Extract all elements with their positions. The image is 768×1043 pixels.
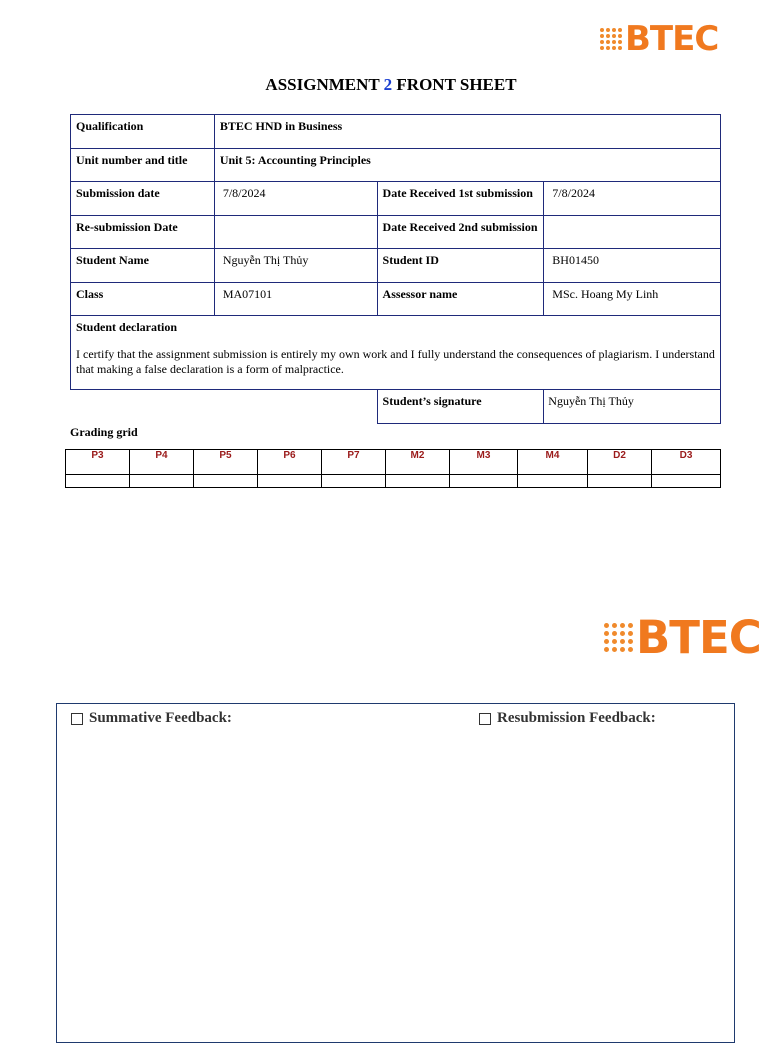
unit-value: Unit 5: Accounting Principles xyxy=(214,148,720,182)
logo-dots-icon xyxy=(600,28,622,50)
grade-result-cell xyxy=(588,475,652,488)
title-prefix: ASSIGNMENT xyxy=(265,75,380,94)
grade-cell-d3: D3 xyxy=(652,450,721,475)
date-received-1st-value: 7/8/2024 xyxy=(544,182,721,216)
feedback-box xyxy=(56,703,735,1043)
row-qualification xyxy=(71,115,721,149)
date-received-2nd-value xyxy=(544,215,721,249)
grade-cell-p6: P6 xyxy=(258,450,322,475)
declaration-title: Student declaration xyxy=(76,320,178,334)
grade-cell-m3: M3 xyxy=(450,450,518,475)
grading-result-row xyxy=(66,475,721,488)
grade-cell-p5: P5 xyxy=(194,450,258,475)
signature-value: Nguyễn Thị Thủy xyxy=(544,390,721,424)
logo-text: BTEC xyxy=(625,19,719,59)
row-resubmission xyxy=(71,215,721,249)
declaration-text: I certify that the assignment submission is entirely my own work and I fully understand the consequences of plagiarism. I understand that making a false declaration is a form of malpractice. xyxy=(76,347,715,376)
grade-result-cell xyxy=(258,475,322,488)
assessor-label: Assessor name xyxy=(377,282,544,316)
summative-feedback xyxy=(71,710,232,727)
logo-text: BTEC xyxy=(636,611,761,664)
grade-result-cell xyxy=(66,475,130,488)
grade-result-cell xyxy=(518,475,588,488)
summative-feedback-checkbox[interactable] xyxy=(71,713,83,725)
row-class xyxy=(71,282,721,316)
resubmission-feedback xyxy=(479,710,656,727)
resubmission-feedback-label: Resubmission Feedback: xyxy=(497,710,656,726)
grade-cell-p7: P7 xyxy=(322,450,386,475)
student-name-label: Student Name xyxy=(71,249,215,283)
title-number: 2 xyxy=(383,75,393,94)
row-student xyxy=(71,249,721,283)
unit-label: Unit number and title xyxy=(71,148,215,182)
grade-result-cell xyxy=(386,475,450,488)
assessor-value: MSc. Hoang My Linh xyxy=(544,282,721,316)
row-signature xyxy=(71,390,721,424)
qualification-value: BTEC HND in Business xyxy=(214,115,720,149)
grade-result-cell xyxy=(322,475,386,488)
class-value: MA07101 xyxy=(214,282,377,316)
title-suffix: FRONT SHEET xyxy=(396,75,517,94)
class-label: Class xyxy=(71,282,215,316)
date-received-1st-label: Date Received 1st submission xyxy=(377,182,544,216)
student-name-value: Nguyễn Thị Thủy xyxy=(214,249,377,283)
grade-result-cell xyxy=(194,475,258,488)
grade-result-cell xyxy=(450,475,518,488)
grade-result-cell xyxy=(652,475,721,488)
submission-date-label: Submission date xyxy=(71,182,215,216)
grade-cell-m4: M4 xyxy=(518,450,588,475)
page-title xyxy=(0,75,768,95)
btec-logo xyxy=(600,19,719,59)
grading-grid-label: Grading grid xyxy=(70,425,138,439)
resubmission-feedback-checkbox[interactable] xyxy=(479,713,491,725)
front-sheet-table xyxy=(70,114,721,424)
row-unit xyxy=(71,148,721,182)
grade-cell-p3: P3 xyxy=(66,450,130,475)
row-submission xyxy=(71,182,721,216)
signature-spacer xyxy=(71,390,378,424)
logo-dots-icon xyxy=(604,623,633,652)
btec-logo-secondary xyxy=(604,611,761,664)
student-id-label: Student ID xyxy=(377,249,544,283)
grade-cell-p4: P4 xyxy=(130,450,194,475)
grading-header-row xyxy=(66,450,721,475)
grade-cell-d2: D2 xyxy=(588,450,652,475)
resubmission-date-label: Re-submission Date xyxy=(71,215,215,249)
row-declaration xyxy=(71,316,721,390)
grade-cell-m2: M2 xyxy=(386,450,450,475)
date-received-2nd-label: Date Received 2nd submission xyxy=(377,215,544,249)
summative-feedback-label: Summative Feedback: xyxy=(89,710,232,726)
resubmission-date-value xyxy=(214,215,377,249)
declaration-cell xyxy=(71,316,721,390)
grade-result-cell xyxy=(130,475,194,488)
submission-date-value: 7/8/2024 xyxy=(214,182,377,216)
qualification-label: Qualification xyxy=(71,115,215,149)
signature-label: Student’s signature xyxy=(377,390,544,424)
grading-grid xyxy=(65,449,721,488)
student-id-value: BH01450 xyxy=(544,249,721,283)
